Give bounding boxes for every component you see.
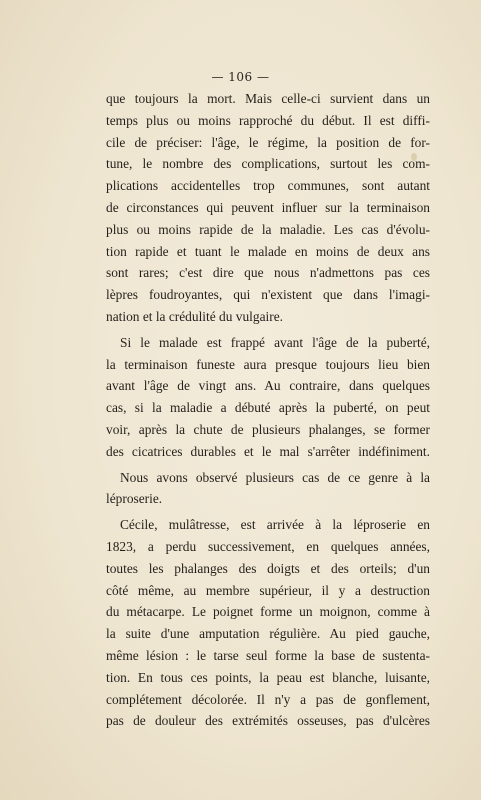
text-line: nation et la crédulité du vulgaire. <box>106 308 283 324</box>
text-line: la suite d'une amputation régulière. Au pied gauche, <box>106 626 430 642</box>
text-line: cas, si la maladie a débuté après la puberté, on peut <box>106 400 430 416</box>
text-line: la terminaison funeste aura presque toujours lieu bien <box>106 356 430 372</box>
text-line: Nous avons observé plusieurs cas de ce genre à la <box>120 469 430 485</box>
text-line: sont rares; c'est dire que nous n'admettons pas ces <box>106 265 430 281</box>
text-line: du métacarpe. Le poignet forme un moignon, comme à <box>106 604 430 620</box>
text-line: 1823, a perdu successivement, en quelques années, <box>106 538 430 554</box>
text-line: toutes les phalanges des doigts et des orteils; d'un <box>106 560 430 576</box>
text-line: côté même, au membre supérieur, il y a destruction <box>106 582 430 598</box>
text-line: que toujours la mort. Mais celle-ci survient dans un <box>106 91 430 106</box>
text-line: cile de préciser: l'âge, le régime, la position de for- <box>106 134 430 150</box>
text-line: voir, après la chute de plusieurs phalanges, se former <box>106 421 430 437</box>
text-line: Si le malade est frappé avant l'âge de la puberté, <box>120 334 430 350</box>
text-line: plications accidentelles trop communes, sont autant <box>106 178 430 194</box>
text-line: léproserie. <box>106 491 163 507</box>
text-line: des cicatrices durables et le mal s'arrêter indéfiniment. <box>106 443 430 459</box>
text-line: tune, le nombre des complications, surtout les com- <box>106 156 430 172</box>
text-line: tion. En tous ces points, la peau est blanche, luisante, <box>106 669 430 685</box>
text-line: avant l'âge de vingt ans. Au contraire, dans quelques <box>106 378 430 394</box>
text-line: lèpres foudroyantes, qui n'existent que dans l'imagi- <box>106 287 430 303</box>
text-line: Cécile, mulâtresse, est arrivée à la léproserie en <box>120 517 430 533</box>
text-line: tion rapide et tuant le malade en moins de deux ans <box>106 243 430 259</box>
text-line: pas de douleur des extrémités osseuses, pas d'ulcères <box>106 713 430 729</box>
text-line: complétement décolorée. Il n'y a pas de gonflement, <box>106 691 430 707</box>
text-line: de circonstances qui peuvent influer sur la terminaison <box>106 199 430 215</box>
text-line: même lésion : le tarse seul forme la base de sustenta- <box>106 647 430 663</box>
body-text <box>106 88 430 732</box>
text-line: plus ou moins rapide de la maladie. Les cas d'évolu- <box>106 221 430 237</box>
page-number: — 106 — <box>211 70 270 84</box>
text-line: temps plus ou moins rapproché du début. Il est diffi- <box>106 112 430 128</box>
